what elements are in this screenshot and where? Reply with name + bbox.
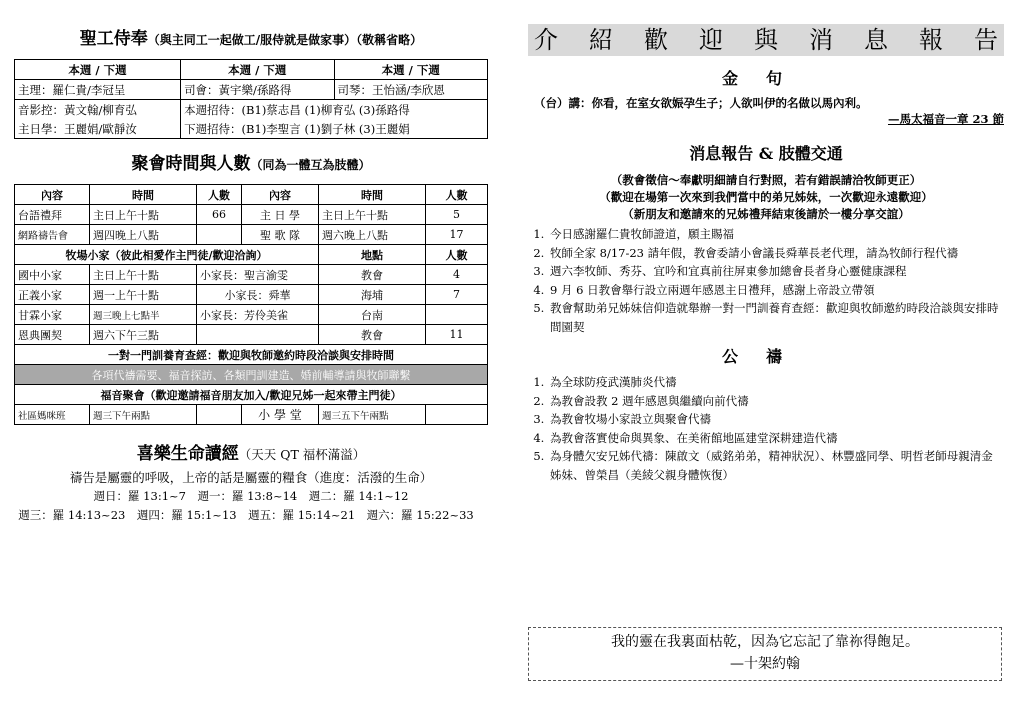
- service-title: 聖工侍奉: [79, 29, 148, 49]
- intro-banner: [528, 24, 1004, 56]
- gathering-subtitle: （同為一體互為肢體）: [250, 158, 371, 172]
- gospel-cell: 小 學 堂: [242, 405, 319, 425]
- table-row: [15, 305, 488, 325]
- cell-name: 正義小家: [15, 285, 90, 305]
- banner-char: 消: [809, 26, 833, 54]
- reading-plan: [14, 468, 488, 525]
- cell-count: 4: [426, 265, 488, 285]
- news-item: 2. 牧師全家 8/17-23 請年假，教會委請小會議長舜華長老代理，請為牧師行程代禱: [548, 244, 1004, 263]
- gospel-cell: [426, 405, 488, 425]
- cell-time: 主日上午十點: [90, 265, 197, 285]
- gospel-cell: 社區媽咪班: [15, 405, 90, 425]
- gathering-cell: 主日上午十點: [319, 205, 426, 225]
- prayer-contact-row: 各項代禱需要、福音探訪、各類門訓建造、婚前輔導請與牧師聯繫: [15, 365, 488, 385]
- cell-name: 甘霖小家: [15, 305, 90, 325]
- service-cell: 本週招待：(B1)蔡志昌 (1)柳育弘 (3)孫路得: [181, 100, 488, 120]
- service-cell: 司會：黃宇樂/孫路得: [181, 80, 334, 100]
- prayer-item: 1. 為全球防疫武漢肺炎代禱: [548, 373, 1004, 392]
- service-table: [14, 59, 488, 139]
- golden-verse: （台）講：你看，在室女欲娠孕生子；人欲叫伊的名做以馬內利。: [534, 96, 868, 110]
- reading-line: 週三：羅 14:13~23 週四：羅 15:1~13 週五：羅 15:14~21 週六：羅 15:22~33: [18, 508, 474, 522]
- gospel-cell: 週三五下午兩點: [319, 405, 426, 425]
- golden-verse-ref: —馬太福音一章 23 節: [887, 112, 1004, 126]
- gathering-cell: 週四晚上八點: [90, 225, 197, 245]
- news-item: 4. 9 月 6 日教會舉行設立兩週年感恩主日禮拜，感謝上帝設立帶領: [548, 281, 1004, 300]
- reading-title: 喜樂生命讀經: [136, 444, 239, 464]
- cell-place: 台南: [319, 305, 426, 325]
- gathering-table: [14, 184, 488, 425]
- golden-verse-title: 金句: [721, 69, 810, 88]
- prayer-item: 2. 為教會設教 2 週年感恩與繼續向前代禱: [548, 392, 1004, 411]
- service-cell: 下週招待：(B1)李聖言 (1)劉子林 (3)王麗娟: [181, 119, 488, 139]
- cell-leader: 小家長：聖言渝雯: [197, 265, 319, 285]
- right-column: [528, 24, 1004, 484]
- banner-char: 息: [864, 26, 888, 54]
- gathering-cell: 主 日 學: [242, 205, 319, 225]
- cell-place: 教會: [319, 325, 426, 345]
- gathering-cell: 台語禮拜: [15, 205, 90, 225]
- service-cell: 主日學：王麗娟/歐靜汝: [15, 119, 181, 139]
- banner-char: 介: [534, 26, 558, 54]
- news-item: 5. 教會幫助弟兄姊妹信仰造就舉辦一對一門訓養育查經：歡迎與牧師邀約時段洽談與安排時間園契: [548, 299, 1004, 336]
- gathering-cell: 主日上午十點: [90, 205, 197, 225]
- banner-char: 迎: [699, 26, 723, 54]
- news-notes: [528, 172, 1004, 223]
- gospel-cell: 週三下午兩點: [90, 405, 197, 425]
- cell-count-header: 人數: [426, 245, 488, 265]
- prayer-item: 3. 為教會牧場小家設立與聚會代禱: [548, 410, 1004, 429]
- prayer-item: 5. 為身體欠安兄姊代禱：陳啟文（威銘弟弟，精神狀況）、林豐盛同學、明哲老師母親清金姊妹、曾榮昌（美綾父親身體恢復）: [548, 447, 1004, 484]
- mentor-title: 一對一門訓養育查經：歡迎與牧師邀約時段洽談與安排時間: [15, 345, 488, 365]
- reading-heading: [14, 439, 488, 464]
- gathering-header: 時間: [319, 185, 426, 205]
- left-column: [14, 24, 488, 525]
- news-note: （教會徵信～奉獻明細請自行對照，若有錯誤請洽牧師更正）: [610, 173, 922, 187]
- table-row: [15, 225, 488, 245]
- cell-group-header: 牧場小家（彼此相愛作主門徒/歡迎洽詢）: [15, 245, 319, 265]
- table-row: [15, 265, 488, 285]
- gathering-header: 人數: [426, 185, 488, 205]
- table-row: [15, 285, 488, 305]
- reading-subtitle: （天天 QT 福杯滿溢）: [238, 447, 366, 462]
- gathering-heading: [14, 149, 488, 174]
- service-header: 本週 / 下週: [15, 60, 181, 80]
- banner-char: 與: [754, 26, 778, 54]
- news-note: （新朋友和邀請來的兄姊禮拜結束後請於一樓分享交誼）: [622, 207, 910, 221]
- service-cell: 音影控：黃文翰/柳育弘: [15, 100, 181, 120]
- table-row: [15, 205, 488, 225]
- service-header: 本週 / 下週: [334, 60, 487, 80]
- gospel-cell: [197, 405, 242, 425]
- news-item: 1. 今日感謝羅仁貴牧師證道，願主賜福: [548, 225, 1004, 244]
- cell-name: 國中小家: [15, 265, 90, 285]
- cell-place: 海埔: [319, 285, 426, 305]
- banner-char: 報: [919, 26, 943, 54]
- cell-time: 週三晚上七點半: [90, 305, 197, 325]
- cell-count: 11: [426, 325, 488, 345]
- banner-char: 告: [974, 26, 998, 54]
- prayer-list: [528, 373, 1004, 484]
- prayer-title: 公禱: [721, 347, 810, 366]
- gathering-cell: 5: [426, 205, 488, 225]
- quote-text: 我的靈在我裏面枯乾，因為它忘記了靠祢得飽足。: [611, 634, 919, 650]
- service-heading: [14, 24, 488, 49]
- gospel-title: 福音聚會（歡迎邀請福音朋友加入/歡迎兄姊一起來帶主門徒）: [15, 385, 488, 405]
- cell-count: 7: [426, 285, 488, 305]
- cell-leader: [197, 325, 319, 345]
- table-row: [15, 325, 488, 345]
- cell-place: 教會: [319, 265, 426, 285]
- news-list: [528, 225, 1004, 336]
- service-cell: 主理：羅仁貴/李冠呈: [15, 80, 181, 100]
- cell-time: 週一上午十點: [90, 285, 197, 305]
- cell-name: 恩典團契: [15, 325, 90, 345]
- prayer-item: 4. 為教會落實使命與異象、在美術館地區建堂深耕建造代禱: [548, 429, 1004, 448]
- cell-place-header: 地點: [319, 245, 426, 265]
- reading-line: 週日：羅 13:1~7 週一：羅 13:8~14 週二：羅 14:1~12: [93, 489, 409, 503]
- gathering-cell: 網路禱告會: [15, 225, 90, 245]
- gathering-header: 時間: [90, 185, 197, 205]
- banner-char: 紹: [589, 26, 613, 54]
- gathering-cell: 聖 歌 隊: [242, 225, 319, 245]
- gathering-header: 人數: [197, 185, 242, 205]
- gathering-cell: [197, 225, 242, 245]
- table-row: [15, 405, 488, 425]
- news-item: 3. 週六李牧師、秀芬、宜吟和宜真前往屏東參加總會長者身心靈健康課程: [548, 262, 1004, 281]
- gathering-cell: 17: [426, 225, 488, 245]
- quote-box: [528, 627, 1002, 681]
- news-note: （歡迎在場第一次來到我們當中的弟兄姊妹，一次歡迎永遠歡迎）: [599, 190, 933, 204]
- gathering-header: 內容: [242, 185, 319, 205]
- quote-author: —十架約翰: [730, 656, 800, 672]
- cell-time: 週六下午三點: [90, 325, 197, 345]
- gathering-header: 內容: [15, 185, 90, 205]
- service-header: 本週 / 下週: [181, 60, 334, 80]
- gathering-cell: 週六晚上八點: [319, 225, 426, 245]
- gathering-cell: 66: [197, 205, 242, 225]
- banner-char: 歡: [644, 26, 668, 54]
- cell-leader: 小家長：芳伶美雀: [197, 305, 319, 325]
- reading-line: 禱告是屬靈的呼吸，上帝的話是屬靈的糧食（進度：活潑的生命）: [69, 470, 433, 485]
- news-title: 消息報告 & 肢體交通: [689, 144, 843, 163]
- service-subtitle: （與主同工一起做工/服侍就是做家事）（敬稱省略）: [147, 33, 423, 47]
- cell-count: [426, 305, 488, 325]
- cell-leader: 小家長：舜華: [197, 285, 319, 305]
- gathering-title: 聚會時間與人數: [131, 154, 251, 174]
- service-cell: 司琴：王怡涵/李欣恩: [334, 80, 487, 100]
